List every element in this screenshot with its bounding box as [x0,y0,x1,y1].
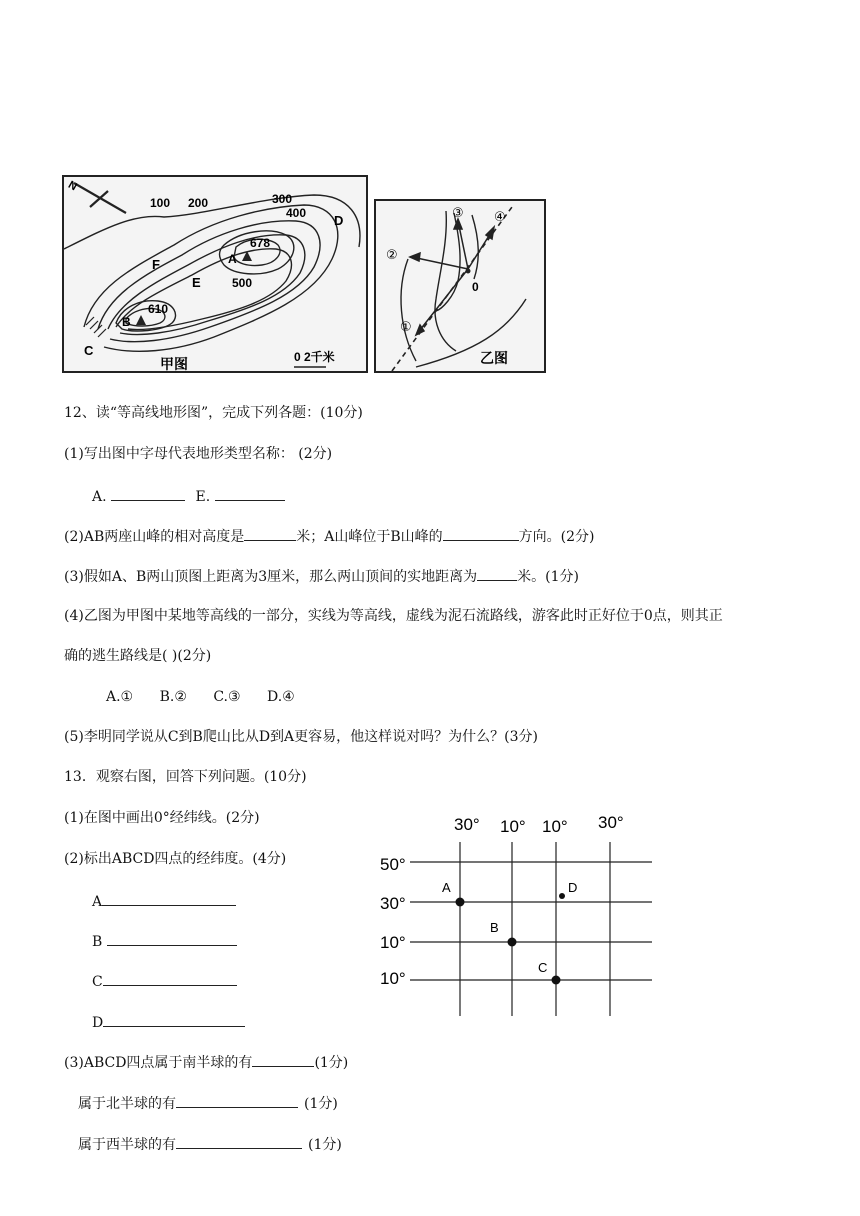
q12-part2 [64,526,594,546]
letter-e: E [192,275,201,290]
q12-part2-text-b: 米；A山峰位于B山峰的 [296,529,443,545]
q12-part2-text-c: 方向。(2分) [518,529,595,545]
q13-blank-b[interactable] [107,931,237,946]
q13-label-a: A [92,894,103,910]
q13-blank-a[interactable] [102,891,236,906]
caption-yi: 乙图 [480,350,508,366]
point-a-marker [456,898,465,907]
contour-map-drawing [64,177,366,371]
q12-answer-a-label: A. [92,489,107,505]
q13-answer-row-d [92,1012,245,1032]
route-label-1: ① [400,319,412,334]
longitude-label-1: 30° [454,815,480,834]
q13-south-text: (3)ABCD四点属于南半球的有 [64,1055,253,1071]
q13-answer-row-b [92,931,237,951]
latitude-label-2: 30° [380,894,406,913]
point-a-label: A [442,880,451,895]
point-c-marker [552,976,561,985]
q13-label-c: C [92,974,103,990]
letter-f: F [152,257,160,272]
q13-north-text: 属于北半球的有 [78,1096,176,1112]
q12-direction-blank[interactable] [443,526,519,541]
q12-part4-line2: 确的逃生路线是( )(2分) [64,648,212,664]
q13-west-row [78,1134,342,1154]
q12-part4-line1: (4)乙图为甲图中某地等高线的一部分，实线为等高线，虚线为泥石流路线，游客此时正好位于0点，则其正 [64,608,723,624]
latitude-label-4: 10° [380,969,406,988]
contour-map-jia [62,175,368,373]
letter-c: C [84,343,94,358]
q12-answer-e-label: E. [195,489,211,505]
q12-option-d[interactable]: D.④ [267,689,295,705]
peak-elevation-a: 678 [250,236,271,250]
q13-south-blank[interactable] [252,1052,314,1067]
peak-b-icon [136,315,146,325]
q13-part1: (1)在图中画出0°经纬线。(2分) [64,810,260,826]
q12-relative-height-blank[interactable] [244,526,296,541]
q12-option-c[interactable]: C.③ [213,689,241,705]
point-d-label: D [568,880,578,895]
contour-label-200: 200 [188,196,209,210]
point-b-marker [508,938,517,947]
route-label-3: ③ [452,205,464,220]
q13-west-text: 属于西半球的有 [78,1137,176,1153]
q13-north-row [78,1093,338,1113]
longitude-label-4: 30° [598,813,624,832]
q12-part3-text-b: 米。(1分) [517,569,579,585]
letter-a: A [228,252,237,266]
q13-answer-row-c [92,971,237,991]
peak-elevation-b: 610 [148,302,169,316]
contour-label-100: 100 [150,196,171,210]
q12-part3-text-a: (3)假如A、B两山顶图上距离为3厘米，那么两山顶间的实地距离为 [64,569,478,585]
q12-part2-text-a: (2)AB两座山峰的相对高度是 [64,529,245,545]
caption-jia: 甲图 [160,356,188,371]
q12-part1-answers [92,486,285,506]
contour-label-300: 300 [272,192,293,206]
point-d-marker [559,893,565,899]
contour-label-400: 400 [286,206,307,220]
tourist-point-icon [466,269,471,274]
scale-label: 0 2千米 [294,350,335,364]
longitude-label-2: 10° [500,817,526,836]
route-label-4: ④ [494,209,506,224]
q13-west-score: (1分) [308,1137,342,1153]
q12-distance-blank[interactable] [477,566,517,581]
q13-label-d: D [92,1015,104,1031]
q13-north-score: (1分) [304,1096,338,1112]
q12-part5: (5)李明同学说从C到B爬山比从D到A更容易，他这样说对吗？为什么？(3分) [64,729,538,745]
q12-part1: (1)写出图中字母代表地形类型名称： (2分) [64,446,333,462]
q13-part3 [64,1052,348,1072]
q13-title: 13．观察右图，回答下列问题。(10分) [64,769,307,785]
q13-north-blank[interactable] [176,1093,298,1108]
contour-label-500: 500 [232,276,253,290]
q13-part2: (2)标出ABCD四点的经纬度。(4分) [64,851,287,867]
letter-d: D [334,213,344,228]
latitude-label-3: 10° [380,933,406,952]
latitude-label-1: 50° [380,855,406,874]
q12-option-b[interactable]: B.② [159,689,187,705]
q13-south-score: (1分) [314,1055,349,1071]
latlong-grid-drawing [374,806,664,1020]
letter-b: B [122,315,131,329]
point-zero-label: 0 [472,280,479,294]
q13-west-blank[interactable] [176,1134,302,1149]
q12-part3 [64,566,579,586]
escape-route-map-yi [374,199,546,373]
q12-answer-a-blank[interactable] [111,486,185,501]
q13-blank-d[interactable] [103,1012,245,1027]
longitude-label-3: 10° [542,817,568,836]
point-b-label: B [490,920,499,935]
q12-answer-e-blank[interactable] [215,486,285,501]
route-label-2: ② [386,247,398,262]
escape-route-drawing [376,201,544,371]
q12-title: 12、读“等高线地形图”，完成下列各题：(10分) [64,405,363,421]
north-arrow-label: N [66,178,79,194]
point-c-label: C [538,960,548,975]
q13-label-b: B [92,934,103,950]
latlong-grid-figure [374,806,664,1020]
q13-blank-c[interactable] [103,971,237,986]
q12-options [106,688,317,706]
q13-answer-row-a [92,891,236,911]
q12-option-a[interactable]: A.① [106,689,134,705]
